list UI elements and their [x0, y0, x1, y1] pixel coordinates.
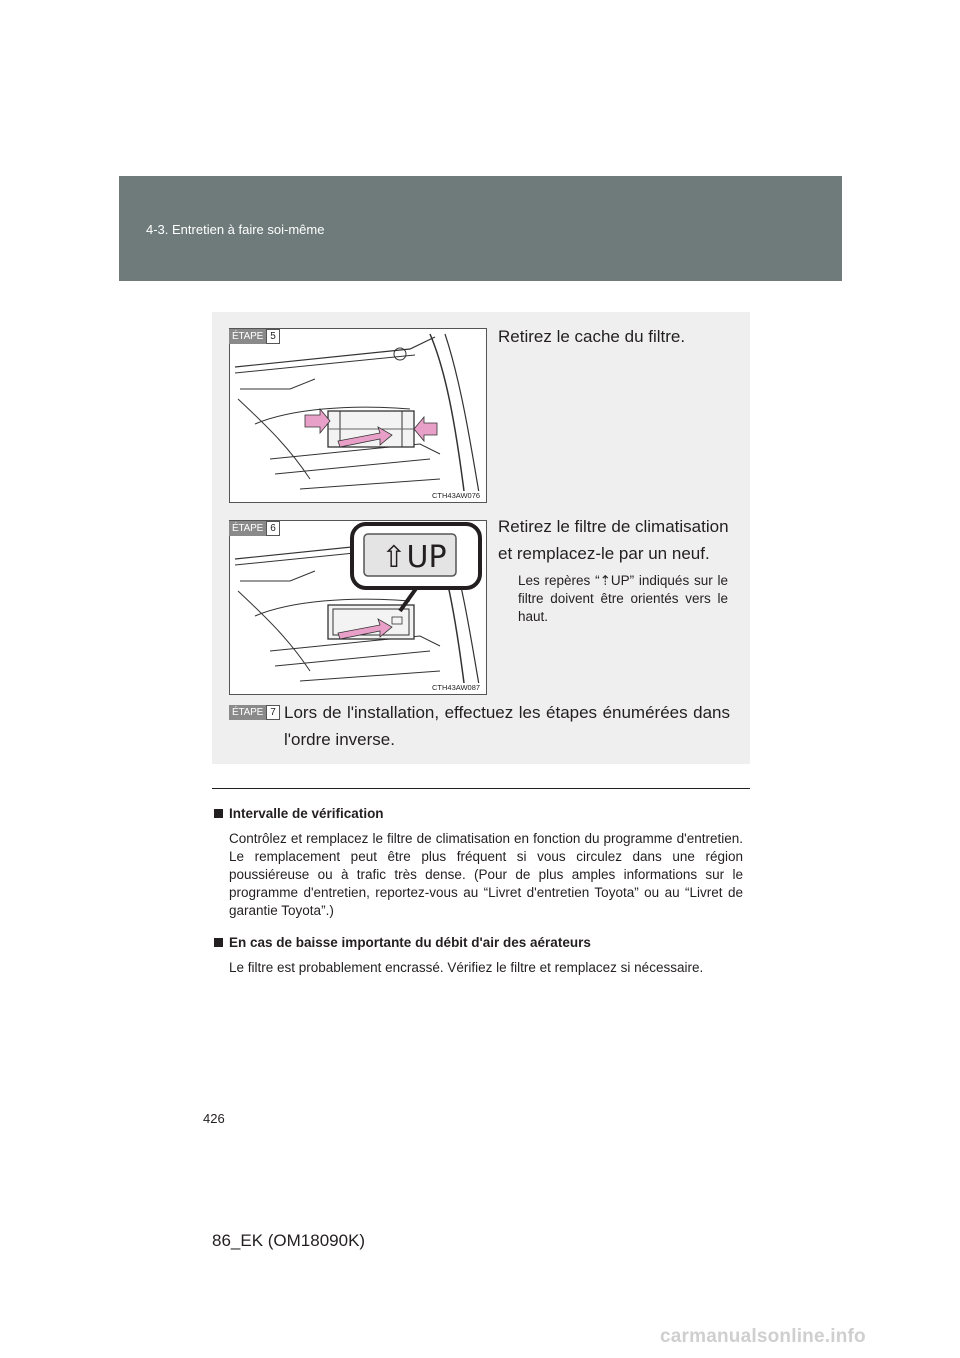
note-body-inspection-interval: Contrôlez et remplacez le filtre de climatisation en fonction du programme d'entretien. Le remplacement peut être plus fréquent si vous circulez dans une région poussiéreuse ou à trafic très dense. (Pour de plus amples informations sur le programme d'entretien, reportez-vous au “Livret d'entretien Toyota” ou au “Livret de garantie Toyota”.)	[229, 831, 743, 918]
step-badge-label: ÉTAPE	[229, 521, 266, 536]
glovebox-filter-cover-drawing	[230, 329, 486, 502]
bullet-square-icon	[214, 938, 223, 947]
step-5-text: Retirez le cache du filtre.	[498, 327, 686, 346]
step-6-badge	[229, 521, 280, 536]
note-body-airflow-drop: Le filtre est probablement encrassé. Vérifiez le filtre et remplacez si nécessaire.	[229, 960, 704, 975]
up-callout-label: ⇧UP	[381, 540, 447, 575]
figure-code: CTH43AW076	[432, 491, 481, 500]
note-title-airflow-drop: En cas de baisse importante du débit d'air des aérateurs	[214, 935, 591, 950]
step-6-note: Les repères “⇡UP” indiqués sur le filtre doivent être orientés vers le haut.	[518, 573, 728, 624]
step-5-illustration	[229, 328, 487, 503]
step-badge-label: ÉTAPE	[229, 329, 266, 344]
bullet-square-icon	[214, 809, 223, 818]
step-badge-label: ÉTAPE	[229, 705, 266, 720]
page-number: 426	[203, 1111, 225, 1126]
step-7-badge	[229, 705, 280, 720]
step-7-text: Lors de l'installation, effectuez les étapes énumérées dans l'ordre inverse.	[284, 703, 730, 749]
figure-code: CTH43AW087	[432, 683, 481, 692]
step-6-text: Retirez le filtre de climatisation et remplacez-le par un neuf.	[498, 517, 729, 563]
step-5-badge	[229, 329, 280, 344]
watermark: carmanualsonline.info	[660, 1326, 866, 1347]
step-badge-number: 5	[266, 329, 280, 344]
section-divider	[212, 788, 750, 789]
step-badge-number: 7	[266, 705, 280, 720]
document-code: 86_EK (OM18090K)	[212, 1231, 366, 1250]
step-badge-number: 6	[266, 521, 280, 536]
section-title: 4-3. Entretien à faire soi-même	[146, 222, 325, 237]
note-title-inspection-interval: Intervalle de vérification	[214, 806, 384, 821]
